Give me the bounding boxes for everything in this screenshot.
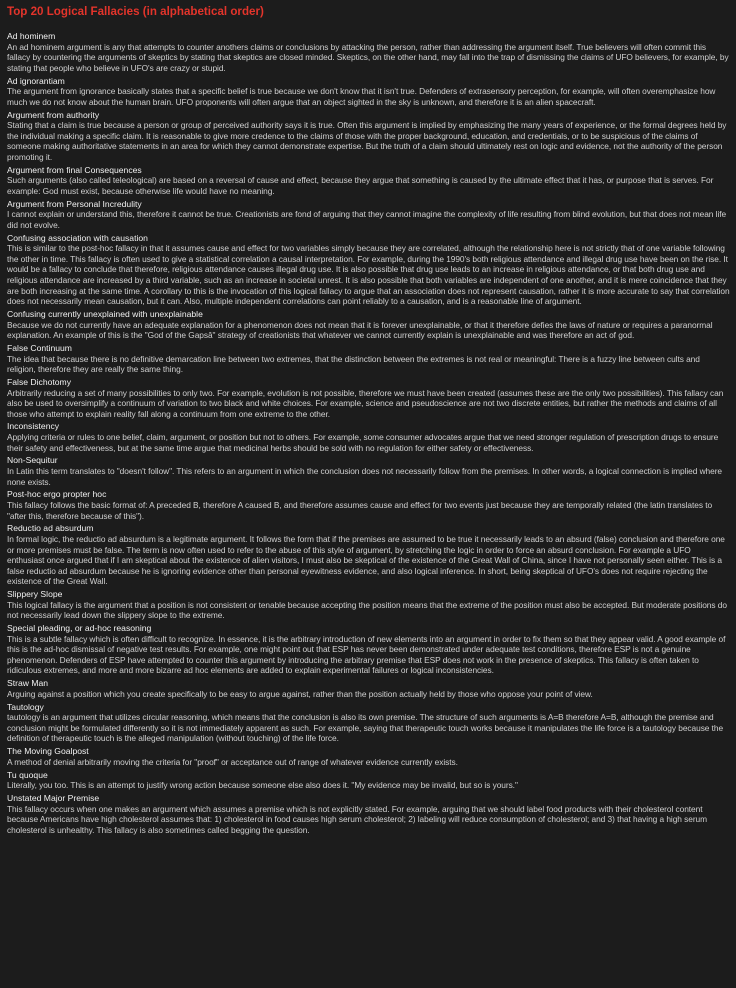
fallacy-name: The Moving Goalpost [7, 746, 89, 757]
fallacy-entry [7, 746, 730, 767]
fallacy-entry [7, 678, 730, 699]
fallacy-description: I cannot explain or understand this, therefore it cannot be true. Creationists are fond of arguing that they cannot imagine the complexity of life resulting from blind evolution, but that does not mean life did not evolve. [7, 209, 727, 230]
fallacy-entry [7, 165, 730, 197]
fallacy-name: Straw Man [7, 678, 49, 689]
fallacy-entry [7, 31, 730, 73]
fallacy-description: An ad hominem argument is any that attempts to counter anothers claims or conclusions by attacking the person, rather than addressing the argument itself. True believers will often commit this fallacy by countering the arguments of skeptics by stating that skeptics are closed minded. Skeptics, on the other hand, may fall into the trap of dismissing the claims of UFO believers, for example, by stating that people who believe in UFO's are crazy or stupid. [7, 41, 729, 73]
fallacy-entry [7, 793, 730, 835]
fallacy-entry [7, 421, 730, 453]
fallacy-description: This is similar to the post-hoc fallacy in that it assumes cause and effect for two variables simply because they are correlated, although the relationship here is not strictly that of one variable following the other in time. This fallacy is often used to give a statistical correlation a causal interpretation. For example, during the 1990's both religious attendance and illegal drug use have been on the rise. It would be a fallacy to conclude that therefore, religious attendance causes illegal drug use. It is also possible that drug use leads to an increase in religious attendance, or that both drug use and religious attendance are increased by a third variable, such as an increase in societal unrest. It is also possible that both variables are independent of one another, and it is mere coincidence that they are both increasing at the same time. A corollary to this is the invocation of this logical fallacy to argue that an association does not represent causation, rather it is more accurate to say that correlation does not necessarily mean causation, but it can. Also, multiple independent correlations can point reliably to a causation, and is a reasonable line of argument. [7, 243, 730, 307]
fallacy-name: Non-Sequitur [7, 455, 58, 466]
fallacy-name: Ad hominem [7, 31, 56, 41]
fallacy-description: In formal logic, the reductio ad absurdum is a legitimate argument. It follows the form that if the premises are assumed to be true it necessarily leads to an absurd (false) conclusion and therefore one or more premises must be false. The term is now often used to refer to the abuse of this style of argument, by stretching the logic in order to force an absurd conclusion. For example a UFO enthusiast once argued that if I am skeptical about the existence of alien visitors, I must also be skeptical of the existence of the Great Wall of China, since I have not personally seen either. This is a false reductio ad absurdum because he is ignoring evidence other than personal eyewitness evidence, and also logical inference. In short, being skeptical of UFO's does not require rejecting the existence of the Great Wall. [7, 533, 725, 587]
fallacy-description: The idea that because there is no definitive demarcation line between two extremes, that the distinction between the extremes is not real or meaningful: There is a fuzzy line between cults and religion, therefore they are really the same thing. [7, 353, 700, 375]
fallacy-name: False Dichotomy [7, 376, 71, 387]
fallacy-entry [7, 377, 730, 419]
fallacy-name: Confusing association with causation [7, 232, 148, 243]
fallacy-description: This is a subtle fallacy which is often difficult to recognize. In essence, it is the arbitrary introduction of new elements into an argument in order to fix them so that they appear valid. A good example of this is the ad-hoc dismissal of negative test results. For example, one might point out that ESP has never been demonstrated under adequate test conditions, therefore ESP is not a genuine phenomenon. Defenders of ESP have attempted to counter this argument by introducing the arbitrary premise that ESP does not work in the presence of skeptics. This fallacy is often taken to ridiculous extremes, and more and more bizarre ad hoc elements are added to explain experimental failures or logical inconsistencies. [7, 633, 726, 676]
fallacy-name: Unstated Major Premise [7, 792, 100, 803]
fallacy-description: Literally, you too. This is an attempt to justify wrong action because someone else also does it. "My evidence may be invalid, but so is yours." [7, 780, 518, 791]
fallacy-description: This fallacy occurs when one makes an argument which assumes a premise which is not explicitly stated. For example, arguing that we should label food products with their cholesterol content because Americans have high cholesterol assumes that: 1) cholesterol in food causes high serum cholesterol; 2) labeling will reduce consumption of cholesterol; and 3) that having a high serum cholesterol is unhealthy. This fallacy is also sometimes called begging the question. [7, 803, 708, 835]
fallacy-description: Because we do not currently have an adequate explanation for a phenomenon does not mean that it is forever unexplainable, or that it therefore defies the laws of nature or requires a paranormal explanation. An example of this is the "God of the Gapsâ" strategy of creationists that whatever we cannot currently explain is unexplainable and was therefore an act of god. [7, 319, 713, 341]
fallacy-description: This logical fallacy is the argument that a position is not consistent or tenable because accepting the position means that the extreme of the position must also be accepted. But moderate positions do not necessarily lead down the slippery slope to the extreme. [7, 599, 727, 621]
fallacy-entry [7, 76, 730, 108]
fallacy-entry [7, 770, 730, 791]
fallacy-entry [7, 309, 730, 341]
fallacy-description: This fallacy follows the basic format of: A preceded B, therefore A caused B, and therefore assumes cause and effect for two events just because they are temporally related (the latin translates to "after this, therefore because of this"). [7, 500, 713, 521]
fallacy-name: Post-hoc ergo propter hoc [7, 489, 107, 500]
fallacy-name: Tautology [7, 701, 44, 712]
fallacy-entry [7, 489, 730, 521]
fallacy-description: Stating that a claim is true because a person or group of perceived authority says it is true. Often this argument is implied by emphasizing the many years of experience, or the formal degrees held by the individual making a specific claim. It is reasonable to give more credence to the claims of those with the proper background, education, and credentials, or to be suspicious of the claims of someone making authoritative statements in an area for which they cannot demonstrate expertise. But the truth of a claim should ultimately rest on logic and evidence, not the authority of the person promoting it. [7, 120, 727, 162]
fallacy-description: The argument from ignorance basically states that a specific belief is true because we don't know that it isn't true. Defenders of extrasensory perception, for example, will often overemphasize how much we do not know about the human brain. UFO proponents will often argue that an object sighted in the sky is unknown, and therefore it is an alien spacecraft. [7, 86, 716, 107]
fallacy-name: Argument from authority [7, 109, 100, 120]
fallacy-entry [7, 702, 730, 744]
fallacy-name: Slippery Slope [7, 589, 63, 600]
fallacy-entry [7, 623, 730, 676]
page-title: Top 20 Logical Fallacies (in alphabetical order) [7, 5, 264, 18]
fallacy-description: tautology is an argument that utilizes circular reasoning, which means that the conclusion is also its own premise. The structure of such arguments is A=B therefore A=B, although the premise and conclusion might be formulated differently so it is not immediately apparent as such. For example, saying that therapeutic touch works because it manipulates the life force is a tautology because the definition of therapeutic touch is the alleged manipulation (without touching) of the life force. [7, 712, 724, 744]
fallacy-name: Argument from final Consequences [7, 164, 142, 175]
fallacy-name: Argument from Personal Incredulity [7, 198, 142, 209]
fallacy-name: Confusing currently unexplained with unexplainable [7, 308, 203, 319]
fallacy-description: Arbitrarily reducing a set of many possibilities to only two. For example, evolution is not possible, therefore we must have been created (assumes these are the only two possibilities). This fallacy can also be used to oversimplify a continuum of variation to two black and white choices. For example, science and pseudoscience are not two discrete entities, but rather the methods and claims of all those who attempt to explain reality fall along a continuum from one extreme to the other. [7, 387, 724, 419]
fallacy-description: Arguing against a position which you create specifically to be easy to argue against, rather than the position actually held by those who oppose your point of view. [7, 688, 593, 699]
fallacy-name: Reductio ad absurdum [7, 523, 94, 534]
fallacy-description: In Latin this term translates to "doesn't follow". This refers to an argument in which the conclusion does not necessarily follow from the premises. In other words, a logical connection is implied where none exists. [7, 466, 723, 487]
fallacy-entry [7, 110, 730, 163]
fallacy-name: Tu quoque [7, 769, 48, 780]
fallacy-name: Ad ignorantiam [7, 75, 65, 86]
fallacy-description: Such arguments (also called teleological) are based on a reversal of cause and effect, because they argue that something is caused by the ultimate effect that it has, or purpose that is serves. For example: God must exist, because otherwise life would have no meaning. [7, 175, 714, 196]
fallacy-entry [7, 455, 730, 487]
fallacy-name: Special pleading, or ad-hoc reasoning [7, 623, 152, 634]
fallacy-entry [7, 233, 730, 307]
fallacy-name: False Continuum [7, 342, 72, 353]
fallacy-entry [7, 343, 730, 375]
fallacy-description: A method of denial arbitrarily moving the criteria for "proof" or acceptance out of range of whatever evidence currently exists. [7, 756, 458, 767]
fallacy-list [7, 31, 730, 835]
fallacy-name: Inconsistency [7, 421, 60, 432]
fallacy-entry [7, 199, 730, 231]
fallacy-description: Applying criteria or rules to one belief, claim, argument, or position but not to others. For example, some consumer advocates argue that we need stronger regulation of prescription drugs to ensure their safety and effectiveness, but at the same time argue that medicinal herbs should be sold with no regulation for either safety or effectiveness. [7, 432, 719, 453]
fallacy-entry [7, 589, 730, 621]
fallacy-entry [7, 523, 730, 587]
